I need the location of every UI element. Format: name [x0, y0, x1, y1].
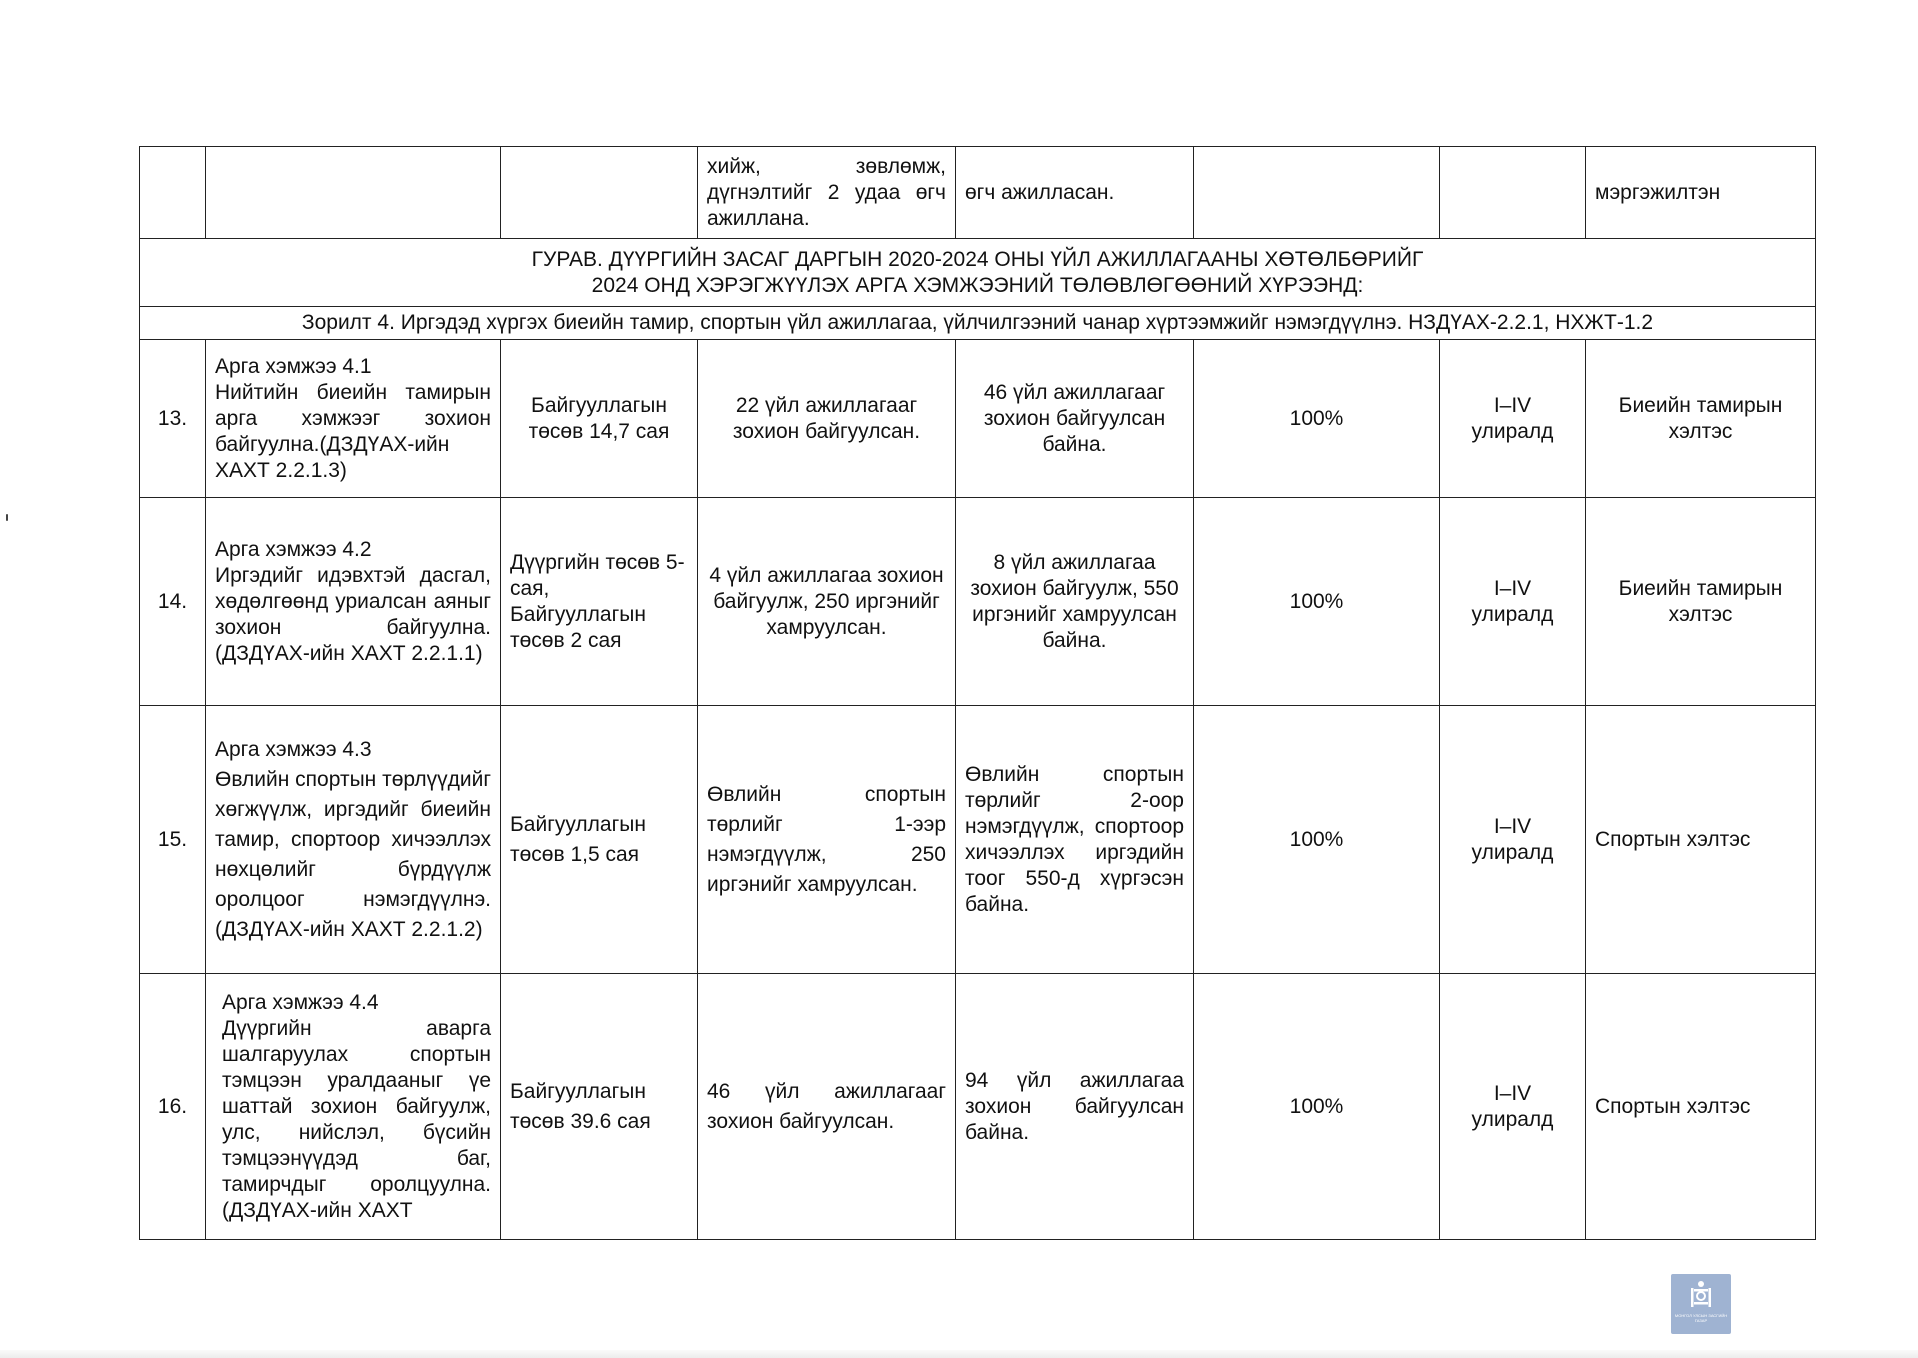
result-cell: 8 үйл ажиллагаа зохион байгуулж, 550 иргэнийг хамруулсан байна. [956, 498, 1194, 706]
period-cell [1440, 340, 1586, 498]
period-word: улиралд [1471, 602, 1554, 626]
measure-title: Арга хэмжээ 4.3 [215, 737, 372, 761]
responsible-cell: Спортын хэлтэс [1586, 706, 1816, 974]
measure-cell [206, 498, 501, 706]
row-number: 16. [140, 974, 206, 1240]
measure-cell [206, 340, 501, 498]
measure-text: Нийтийн биеийн тамирын арга хэмжээг зохион байгуулна.(ДЗДҮАХ-ийн ХАХТ 2.2.1.3) [215, 380, 491, 482]
government-seal [1671, 1274, 1731, 1334]
cell-result: өгч ажилласан. [956, 147, 1194, 239]
plan-table [139, 146, 1816, 1240]
measure-cell [206, 974, 501, 1240]
section-heading-row [140, 239, 1816, 307]
measure-title: Арга хэмжээ 4.1 [215, 354, 372, 378]
period-range: I–IV [1493, 576, 1532, 600]
measure-text: Өвлийн спортын төрлүүдийг хөгжүүлж, иргэдийг биеийн тамир, спортоор хичээллэх нөхцөлийг бүрдүүлж оролцоог нэмэгдүүлнэ. (ДЗДҮАХ-ийн ХАХТ 2.2.1.2) [215, 767, 491, 941]
goal-text: Зорилт 4. Иргэдэд хүргэх биеийн тамир, спортын үйл ажиллагаа, үйлчилгээний чанар хүртээмжийг нэмэгдүүлнэ. НЗДҮАХ-2.2.1, НХЖТ-1.2 [140, 307, 1816, 340]
activity-cell: 46 үйл ажиллагааг зохион байгуулсан. [698, 974, 956, 1240]
row-number: 14. [140, 498, 206, 706]
cell-measure [206, 147, 501, 239]
activity-cell: Өвлийн спортын төрлийг 1-ээр нэмэгдүүлж, 250 иргэнийг хамруулсан. [698, 706, 956, 974]
cell-activity: хийж, зөвлөмж, дүгнэлтийг 2 удаа өгч ажиллана. [698, 147, 956, 239]
measure-text: Дүүргийн аварга шалгаруулах спортын тэмцээн уралдааныг үе шаттай зохион байгуулж, улс, нийслэл, бүсийн тэмцээнүүдэд баг, тамирчдыг оролцуулна. (ДЗДҮАХ-ийн ХАХТ [222, 1016, 491, 1222]
responsible-cell: Спортын хэлтэс [1586, 974, 1816, 1240]
result-cell: 94 үйл ажиллагаа зохион байгуулсан байна. [956, 974, 1194, 1240]
scan-mark [6, 514, 8, 521]
table-row [140, 340, 1816, 498]
measure-text: Иргэдийг идэвхтэй дасгал, хөдөлгөөнд уриалсан аяныг зохион байгуулна. (ДЗДҮАХ-ийн ХАХТ 2.2.1.1) [215, 563, 491, 665]
section-heading [140, 239, 1816, 307]
percent-cell: 100% [1194, 706, 1440, 974]
responsible-cell: Биеийн тамирын хэлтэс [1586, 498, 1816, 706]
measure-cell [206, 706, 501, 974]
measure-title: Арга хэмжээ 4.4 [222, 990, 379, 1014]
cell-budget [501, 147, 698, 239]
activity-cell: 4 үйл ажиллагаа зохион байгуулж, 250 иргэнийг хамруулсан. [698, 498, 956, 706]
percent-cell: 100% [1194, 974, 1440, 1240]
table-row-continued [140, 147, 1816, 239]
activity-cell: 22 үйл ажиллагааг зохион байгуулсан. [698, 340, 956, 498]
period-cell [1440, 706, 1586, 974]
measure-title: Арга хэмжээ 4.2 [215, 537, 372, 561]
budget-cell: Байгууллагын төсөв 14,7 сая [501, 340, 698, 498]
period-cell [1440, 974, 1586, 1240]
scan-edge [0, 1350, 1918, 1358]
soyombo-emblem-icon [1688, 1280, 1714, 1310]
cell-period [1440, 147, 1586, 239]
seal-text: МОНГОЛ УЛСЫН ЗАСГИЙН ГАЗАР [1674, 1313, 1728, 1323]
section-heading-line2: 2024 ОНД ХЭРЭГЖҮҮЛЭХ АРГА ХЭМЖЭЭНИЙ ТӨЛӨВЛӨГӨӨНИЙ ХҮРЭЭНД: [591, 273, 1364, 297]
period-range: I–IV [1493, 1081, 1532, 1105]
table-row [140, 974, 1816, 1240]
percent-cell: 100% [1194, 498, 1440, 706]
budget-cell: Байгууллагын төсөв 1,5 сая [501, 706, 698, 974]
result-cell: Өвлийн спортын төрлийг 2-оор нэмэгдүүлж, спортоор хичээллэх иргэдийн тоог 550-д хүргэсэн байна. [956, 706, 1194, 974]
percent-cell: 100% [1194, 340, 1440, 498]
cell-responsible: мэргэжилтэн [1586, 147, 1816, 239]
period-cell [1440, 498, 1586, 706]
cell-percent [1194, 147, 1440, 239]
responsible-cell: Биеийн тамирын хэлтэс [1586, 340, 1816, 498]
period-range: I–IV [1493, 393, 1532, 417]
budget-cell: Байгууллагын төсөв 39.6 сая [501, 974, 698, 1240]
period-word: улиралд [1471, 1107, 1554, 1131]
result-cell: 46 үйл ажиллагааг зохион байгуулсан байна. [956, 340, 1194, 498]
goal-row [140, 307, 1816, 340]
row-number: 15. [140, 706, 206, 974]
table-row [140, 498, 1816, 706]
period-word: улиралд [1471, 419, 1554, 443]
period-word: улиралд [1471, 840, 1554, 864]
budget-cell: Дүүргийн төсөв 5-сая, Байгууллагын төсөв 2 сая [501, 498, 698, 706]
row-number: 13. [140, 340, 206, 498]
period-range: I–IV [1493, 814, 1532, 838]
section-heading-line1: ГУРАВ. ДҮҮРГИЙН ЗАСАГ ДАРГЫН 2020-2024 ОНЫ ҮЙЛ АЖИЛЛАГААНЫ ХӨТӨЛБӨРИЙГ [531, 247, 1424, 271]
table-row [140, 706, 1816, 974]
cell-num [140, 147, 206, 239]
